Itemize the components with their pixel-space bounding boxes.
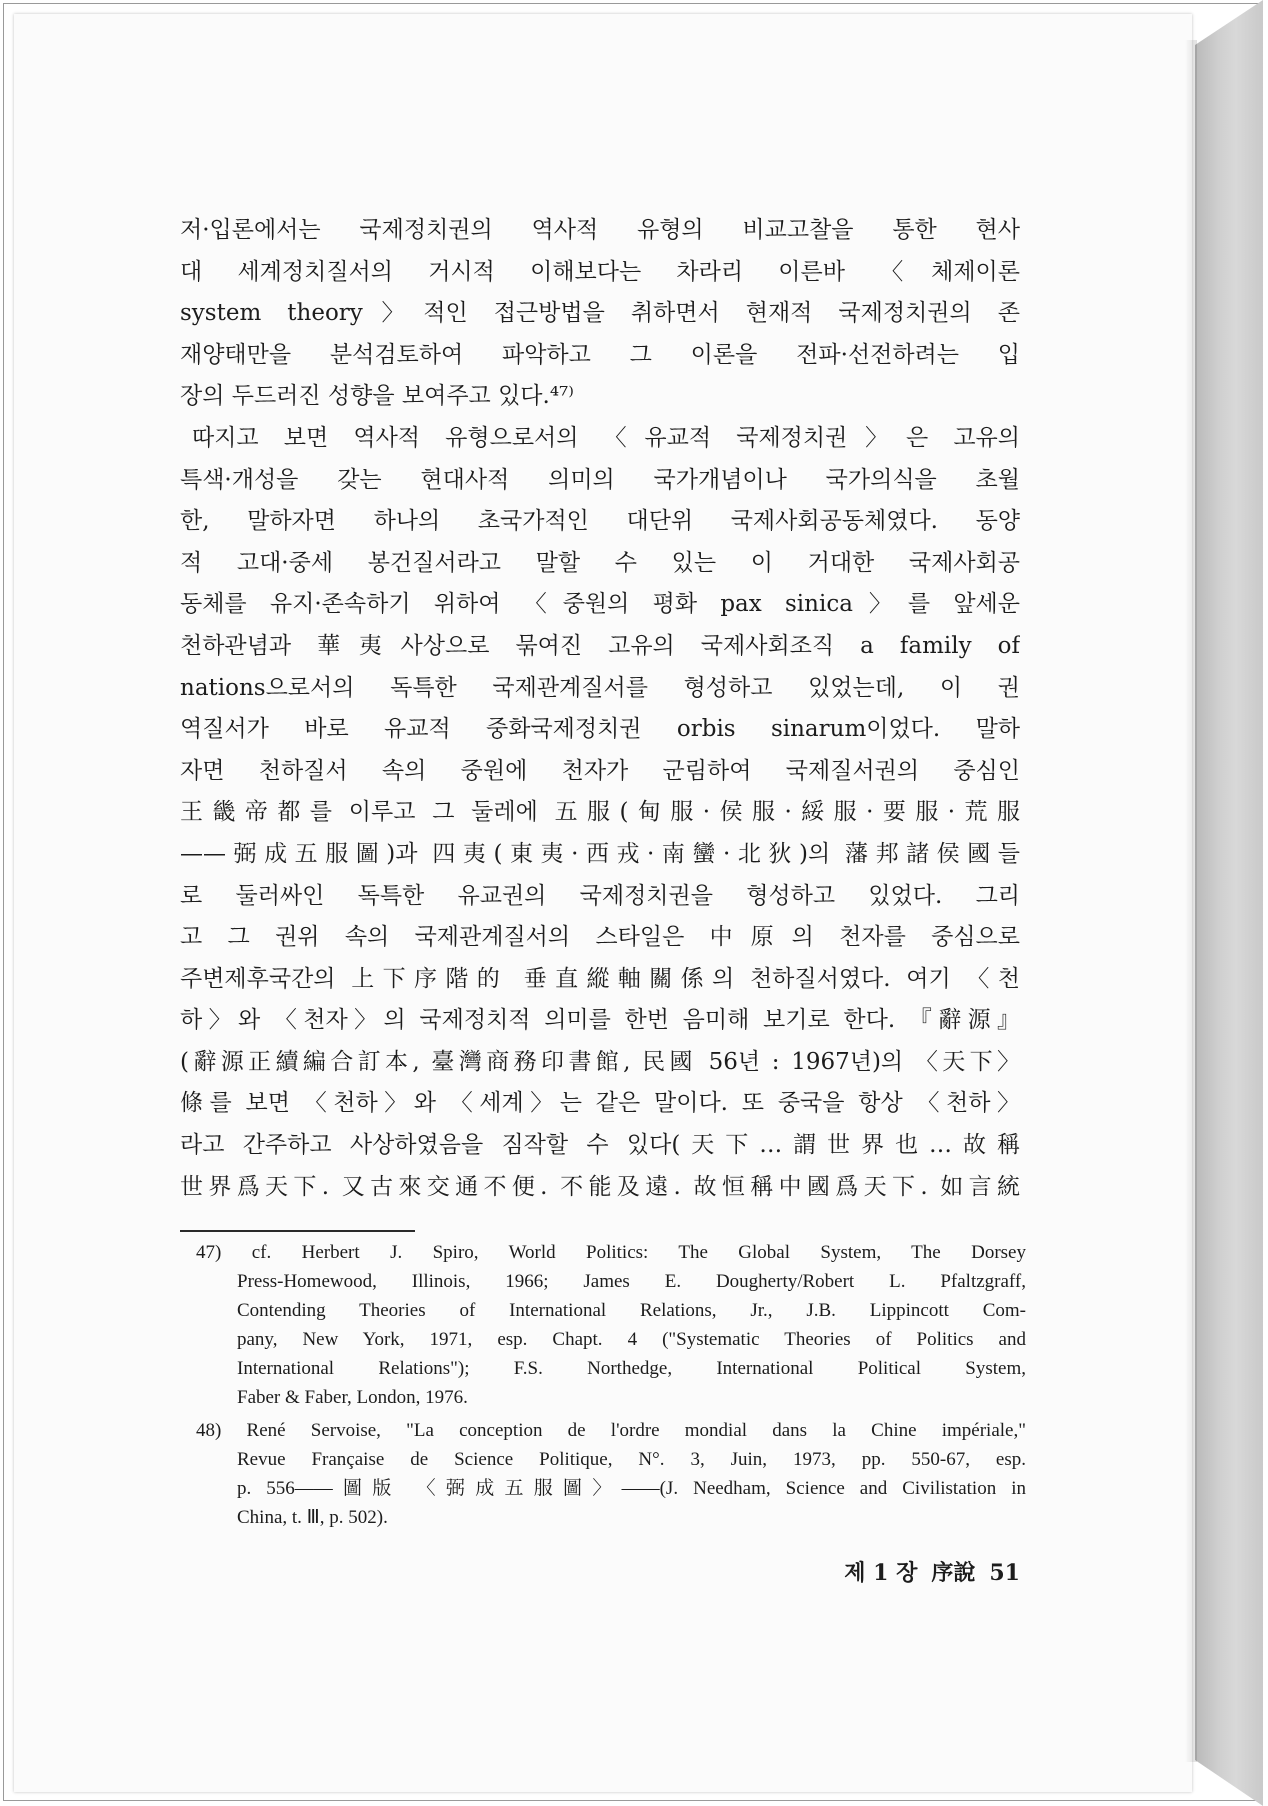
body-line: system theory〉적인 접근방법을 취하면서 현재적 국제정치권의 존 [180,300,1020,327]
footnote-48-line: p. 556——圖版 〈弼成五服圖〉——(J. Needham, Science and Civilistation in [237,1478,1026,1499]
body-line: 고 그 권위 속의 국제관계질서의 스타일은 中原의 천자를 중심으로 [180,924,1020,951]
chapter-label: 제 1 장 [844,1560,918,1586]
body-line: nations으로서의 독특한 국제관계질서를 형성하고 있었는데, 이 권 [180,674,1020,701]
footnote-47-line: Faber & Faber, London, 1976. [237,1387,468,1408]
body-line: 로 둘러싸인 독특한 유교권의 국제정치권을 형성하고 있었다. 그리 [180,882,1020,909]
body-line: 주변제후국간의 上下序階的 垂直縱軸關係의 천하질서였다. 여기 〈천 [180,965,1020,992]
footnote-48-line: Revue Française de Science Politique, N°. 3, Juin, 1973, pp. 550-67, esp. [237,1449,1026,1470]
body-line: 특색·개성을 갖는 현대사적 의미의 국가개념이나 국가의식을 초월 [180,466,1020,493]
body-text [180,210,1020,1208]
body-line: ——弼成五服圖)과 四夷(東夷·西戎·南蠻·北狄)의 藩邦諸侯國들 [180,840,1020,867]
footnote-47-line: International Relations"); F.S. Northedge, International Political System, [237,1358,1026,1379]
footnote-47-line: Press-Homewood, Illinois, 1966; James E. Dougherty/Robert L. Pfaltzgraff, [237,1271,1026,1292]
body-line: 저·입론에서는 국제정치권의 역사적 유형의 비교고찰을 통한 현사 [180,217,1020,243]
body-line: 한, 말하자면 하나의 초국가적인 대단위 국제사회공동체였다. 동양 [180,508,1020,535]
body-line: 王畿帝都를 이루고 그 둘레에 五服(甸服·侯服·綏服·要服·荒服 [180,799,1020,826]
footnote-rule [180,1230,415,1232]
page-footer [800,1556,1020,1587]
body-line: 장의 두드러진 성향을 보여주고 있다.⁴⁷⁾ [180,383,574,410]
footnote-48-line: 48) René Servoise, "La conception de l'ordre mondial dans la Chine impériale," [196,1420,1026,1441]
footnote-47-line: 47) cf. Herbert J. Spiro, World Politics: The Global System, The Dorsey [196,1242,1026,1263]
body-line: (辭源正續編合訂本, 臺灣商務印書館, 民國 56년 : 1967년)의 〈天下〉 [180,1048,1020,1075]
section-label: 序說 [931,1560,976,1586]
body-line: 적 고대·중세 봉건질서라고 말할 수 있는 이 거대한 국제사회공 [180,549,1020,576]
body-line: 따지고 보면 역사적 유형으로서의 〈유교적 국제정치권〉은 고유의 [192,424,1020,451]
body-line: 천하관념과 華夷사상으로 묶여진 고유의 국제사회조직 a family of [180,632,1020,659]
body-line: 재양태만을 분석검토하여 파악하고 그 이론을 전파·선전하려는 입 [180,341,1020,368]
body-line: 역질서가 바로 유교적 중화국제정치권 orbis sinarum이었다. 말하 [180,716,1020,743]
body-line: 條를 보면 〈천하〉와 〈세계〉는 같은 말이다. 또 중국을 항상 〈천하〉 [180,1090,1020,1117]
body-line: 대 세계정치질서의 거시적 이해보다는 차라리 이른바 〈체제이론 [180,258,1020,285]
book-spine [1195,0,1263,1806]
body-line: 하〉와 〈천자〉의 국제정치적 의미를 한번 음미해 보기로 한다. 『辭源』 [180,1007,1020,1034]
footnote-48-line: China, t. Ⅲ, p. 502). [237,1507,388,1528]
footnotes [196,1238,1026,1532]
page-number: 51 [989,1560,1020,1586]
footnote-47-line: pany, New York, 1971, esp. Chapt. 4 ("Systematic Theories of Politics and [237,1329,1026,1350]
body-line: 世界爲天下. 又古來交通不便. 不能及遠. 故恒稱中國爲天下. 如言統 [180,1173,1020,1200]
body-line: 동체를 유지·존속하기 위하여 〈중원의 평화 pax sinica〉를 앞세운 [180,591,1020,618]
body-line: 라고 간주하고 사상하였음을 짐작할 수 있다(天下…謂世界也…故稱 [180,1132,1020,1159]
body-line: 자면 천하질서 속의 중원에 천자가 군림하여 국제질서권의 중심인 [180,757,1020,784]
page-edge-shadow [1185,40,1197,1762]
footnote-47-line: Contending Theories of International Relations, Jr., J.B. Lippincott Com- [237,1300,1026,1321]
